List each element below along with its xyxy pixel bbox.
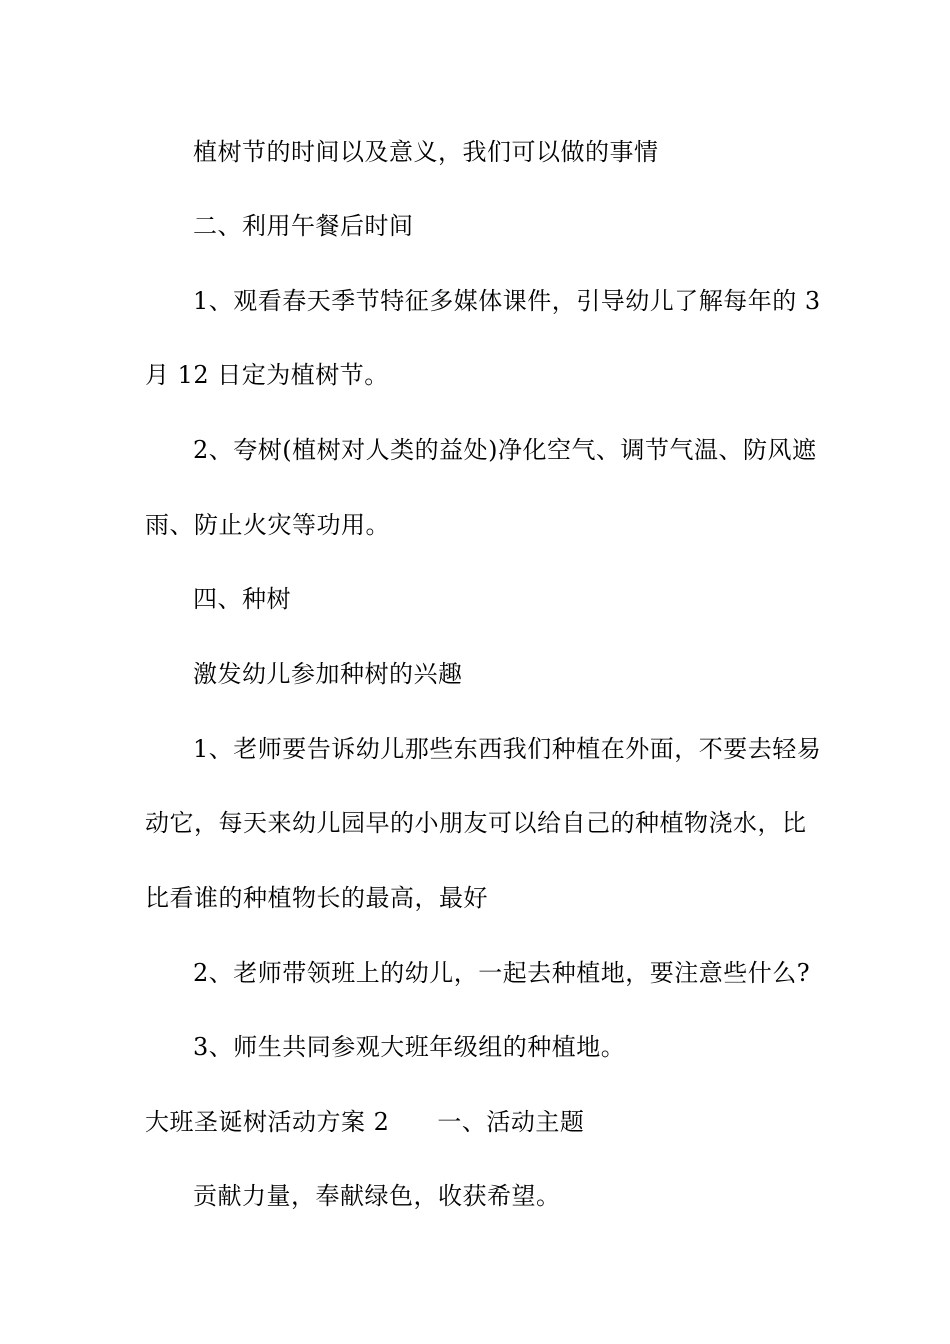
paragraph-line: 动它，每天来幼儿园早的小朋友可以给自己的种植物浇水，比 xyxy=(145,809,807,837)
section-heading: 四、种树 xyxy=(193,585,291,613)
paragraph-line: 2、老师带领班上的幼儿，一起去种植地，要注意些什么? xyxy=(193,959,811,987)
document-section-title: 大班圣诞树活动方案 2 xyxy=(145,1108,390,1136)
paragraph-line: 3、师生共同参观大班年级组的种植地。 xyxy=(193,1033,626,1061)
paragraph-line: 2、夸树(植树对人类的益处)净化空气、调节气温、防风遮 xyxy=(193,436,817,464)
paragraph-line: 月 12 日定为植树节。 xyxy=(145,361,389,389)
section-heading: 一、活动主题 xyxy=(437,1108,585,1136)
paragraph-line: 贡献力量，奉献绿色，收获希望。 xyxy=(193,1182,561,1210)
paragraph-line: 比看谁的种植物长的最高，最好 xyxy=(145,884,488,912)
paragraph-line: 1、观看春天季节特征多媒体课件，引导幼儿了解每年的 3 xyxy=(193,287,821,315)
section-heading: 二、利用午餐后时间 xyxy=(193,212,414,240)
paragraph-line: 植树节的时间以及意义，我们可以做的事情 xyxy=(193,138,659,166)
paragraph-line: 雨、防止火灾等功用。 xyxy=(145,511,390,539)
paragraph-line: 激发幼儿参加种树的兴趣 xyxy=(193,660,463,688)
section-title-line xyxy=(145,1107,825,1137)
paragraph-line: 1、老师要告诉幼儿那些东西我们种植在外面，不要去轻易 xyxy=(193,735,822,763)
